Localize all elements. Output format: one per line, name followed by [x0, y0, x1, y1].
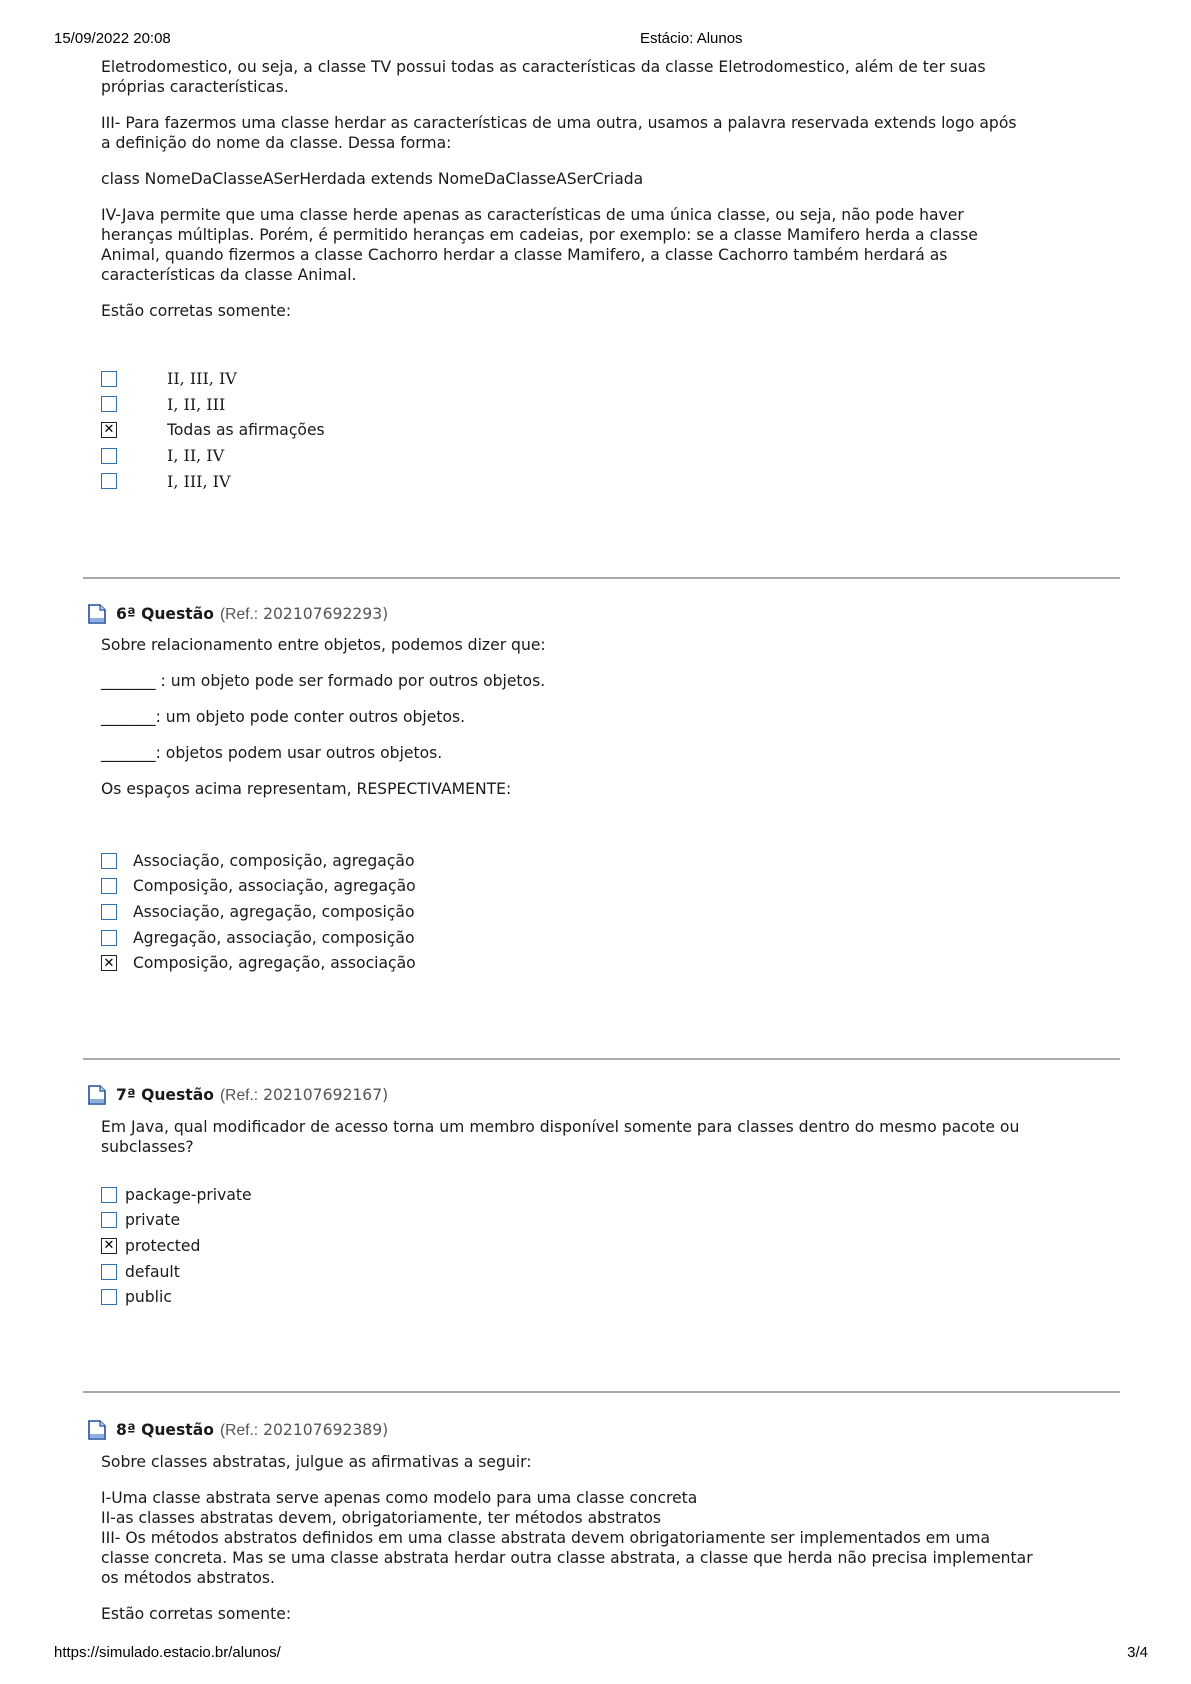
checkbox[interactable]: [101, 1289, 117, 1305]
document-icon: [88, 604, 106, 624]
q6-option[interactable]: [101, 950, 416, 976]
question-7: [101, 1084, 1101, 1157]
q8-affirmative: os métodos abstratos.: [101, 1569, 275, 1587]
q6-blank-line: _______: objetos podem usar outros objetos.: [101, 744, 443, 762]
checkbox[interactable]: [101, 1187, 117, 1203]
option-label: Composição, associação, agregação: [133, 877, 416, 896]
q8-prompt: Estão corretas somente:: [101, 1605, 292, 1623]
question-6: [101, 603, 1101, 799]
question-header: [101, 603, 1101, 625]
section-divider: [83, 577, 1120, 579]
q7-option[interactable]: [101, 1182, 252, 1208]
q5-text-line: a definição do nome da classe. Dessa forma:: [101, 134, 452, 152]
option-label: Todas as afirmações: [167, 420, 325, 439]
option-label: package-private: [125, 1185, 252, 1204]
question-header: [101, 1084, 1101, 1106]
q7-statement-line: Em Java, qual modificador de acesso torna um membro disponível somente para classes dentro do mesmo pacote ou: [101, 1118, 1020, 1136]
option-label: Associação, composição, agregação: [133, 851, 415, 870]
checkbox[interactable]: [101, 371, 117, 387]
q6-option[interactable]: [101, 874, 416, 900]
q7-option[interactable]: [101, 1259, 252, 1285]
page-number: 3/4: [1127, 1644, 1148, 1661]
q5-text-line: III- Para fazermos uma classe herdar as características de uma outra, usamos a palavra reservada extends logo após: [101, 114, 1017, 132]
question-5-continuation: [101, 57, 1101, 321]
checkbox[interactable]: [101, 1212, 117, 1228]
page-url: https://simulado.estacio.br/alunos/: [54, 1644, 281, 1661]
question-8: [101, 1419, 1101, 1624]
option-label: Composição, agregação, associação: [133, 954, 416, 973]
question-ref: (Ref.: 202107692293): [219, 604, 389, 623]
q5-option[interactable]: [101, 366, 325, 392]
option-label: Agregação, associação, composição: [133, 928, 415, 947]
q8-affirmative: II-as classes abstratas devem, obrigatoriamente, ter métodos abstratos: [101, 1509, 662, 1527]
q6-option[interactable]: [101, 899, 416, 925]
q5-text-line: próprias características.: [101, 78, 289, 96]
section-divider: [83, 1391, 1120, 1393]
print-site-title: Estácio: Alunos: [640, 30, 743, 47]
document-icon: [88, 1085, 106, 1105]
q7-option[interactable]: [101, 1284, 252, 1310]
question-ref: (Ref.: 202107692167): [219, 1085, 389, 1104]
document-icon: [88, 1420, 106, 1440]
print-datetime: 15/09/2022 20:08: [54, 30, 171, 47]
option-label: protected: [125, 1236, 201, 1255]
q8-affirmative: III- Os métodos abstratos definidos em uma classe abstrata devem obrigatoriamente ser implementados em uma: [101, 1529, 991, 1547]
checkbox[interactable]: [101, 904, 117, 920]
checkbox[interactable]: [101, 878, 117, 894]
option-label: public: [125, 1288, 172, 1307]
section-divider: [83, 1058, 1120, 1060]
option-label: II, III, IV: [167, 369, 237, 389]
q7-option[interactable]: [101, 1233, 252, 1259]
option-label: private: [125, 1211, 181, 1230]
q6-prompt: Os espaços acima representam, RESPECTIVAMENTE:: [101, 780, 512, 798]
question-number: 7ª Questão: [116, 1086, 214, 1104]
checkbox[interactable]: [101, 396, 117, 412]
q6-option[interactable]: [101, 925, 416, 951]
q6-options: [101, 848, 416, 976]
q7-statement-line: subclasses?: [101, 1138, 194, 1156]
question-ref: (Ref.: 202107692389): [219, 1420, 389, 1439]
option-label: I, II, IV: [167, 446, 225, 466]
checkbox[interactable]: [101, 853, 117, 869]
q7-options: [101, 1182, 252, 1310]
option-label: I, III, IV: [167, 471, 231, 491]
q5-options: [101, 366, 325, 494]
q8-affirmative: I-Uma classe abstrata serve apenas como modelo para uma classe concreta: [101, 1489, 698, 1507]
q6-statement: Sobre relacionamento entre objetos, podemos dizer que:: [101, 636, 546, 654]
checkbox-checked[interactable]: ✕: [101, 1238, 117, 1254]
q5-text-line: Animal, quando fizermos a classe Cachorro herdar a classe Mamifero, a classe Cachorro também herdará as: [101, 246, 948, 264]
question-number: 6ª Questão: [116, 605, 214, 623]
checkbox-checked[interactable]: ✕: [101, 422, 117, 438]
q5-option[interactable]: [101, 468, 325, 494]
q5-option[interactable]: [101, 392, 325, 418]
option-label: Associação, agregação, composição: [133, 902, 415, 921]
q5-text-line: características da classe Animal.: [101, 266, 357, 284]
print-header: [0, 30, 1191, 50]
q5-prompt: Estão corretas somente:: [101, 302, 292, 320]
option-label: I, II, III: [167, 394, 226, 414]
option-label: default: [125, 1262, 180, 1281]
q5-option[interactable]: [101, 443, 325, 469]
checkbox[interactable]: [101, 473, 117, 489]
checkbox[interactable]: [101, 1264, 117, 1280]
q8-affirmative: classe concreta. Mas se uma classe abstrata herdar outra classe abstrata, a classe que herda não precisa implementar: [101, 1549, 1033, 1567]
print-footer: [0, 1644, 1191, 1664]
checkbox-checked[interactable]: ✕: [101, 955, 117, 971]
q5-text-line: IV-Java permite que uma classe herde apenas as características de uma única classe, ou seja, não pode haver: [101, 206, 964, 224]
checkbox[interactable]: [101, 930, 117, 946]
checkbox[interactable]: [101, 448, 117, 464]
q5-code-line: class NomeDaClasseASerHerdada extends NomeDaClasseASerCriada: [101, 170, 644, 188]
q5-text-line: Eletrodomestico, ou seja, a classe TV possui todas as características da classe Eletrodomestico, além de ter suas: [101, 58, 986, 76]
q5-option[interactable]: [101, 417, 325, 443]
q5-text-line: heranças múltiplas. Porém, é permitido heranças em cadeias, por exemplo: se a classe Mamifero herda a classe: [101, 226, 978, 244]
q6-blank-line: _______: um objeto pode conter outros objetos.: [101, 708, 466, 726]
question-number: 8ª Questão: [116, 1421, 214, 1439]
q8-statement: Sobre classes abstratas, julgue as afirmativas a seguir:: [101, 1453, 532, 1471]
q6-blank-line: _______ : um objeto pode ser formado por outros objetos.: [101, 672, 546, 690]
q7-option[interactable]: [101, 1208, 252, 1234]
q6-option[interactable]: [101, 848, 416, 874]
question-header: [101, 1419, 1101, 1441]
